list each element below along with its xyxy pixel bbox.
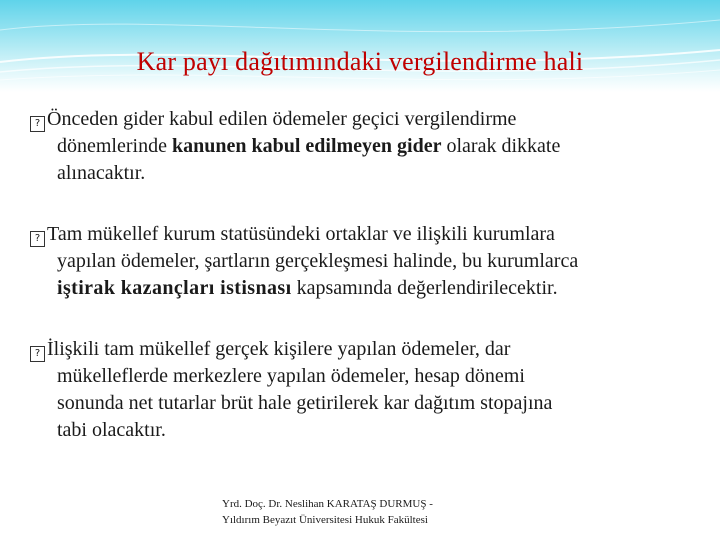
bullet-1-line3: alınacaktır. [57, 162, 146, 184]
slide-body [30, 106, 690, 478]
bullet-3 [30, 336, 690, 444]
footer-author: Yrd. Doç. Dr. Neslihan KARATAŞ DURMUŞ - [222, 498, 433, 510]
bullet-3-line4: tabi olacaktır. [57, 419, 166, 441]
bullet-1-line2c: olarak dikkate [441, 135, 561, 157]
bullet-1-emphasis: kanunen kabul edilmeyen gider [171, 135, 442, 157]
bullet-1 [30, 106, 690, 187]
bullet-2-line1: Tam mükellef kurum statüsündeki ortaklar ve ilişkili kurumlara [47, 223, 555, 245]
bullet-2-line3b: kapsamında değerlendirilecektir. [291, 277, 558, 299]
bullet-icon: ? [30, 346, 45, 362]
bullet-3-line2: mükelleflerde merkezlere yapılan ödemeler, hesap dönemi [57, 365, 525, 387]
bullet-1-line2a: dönemlerinde [57, 135, 172, 157]
bullet-3-line3: sonunda net tutarlar brüt hale getirilerek kar dağıtım stopajına [57, 392, 553, 414]
footer-institution: Yıldırım Beyazıt Üniversitesi Hukuk Fakültesi [222, 514, 428, 526]
bullet-2-emphasis: iştirak kazançları istisnası [57, 277, 292, 299]
slide-title: Kar payı dağıtımındaki vergilendirme hali [136, 47, 584, 76]
slide-footer [222, 496, 433, 528]
bullet-2 [30, 221, 690, 302]
decorative-waves [0, 0, 720, 92]
bullet-icon: ? [30, 116, 45, 132]
bullet-icon: ? [30, 231, 45, 247]
bullet-2-line2: yapılan ödemeler, şartların gerçekleşmesi halinde, bu kurumlarca [57, 250, 579, 272]
bullet-1-line1: Önceden gider kabul edilen ödemeler geçici vergilendirme [47, 108, 517, 130]
header-band [0, 0, 720, 92]
bullet-3-line1: İlişkili tam mükellef gerçek kişilere yapılan ödemeler, dar [47, 338, 511, 360]
